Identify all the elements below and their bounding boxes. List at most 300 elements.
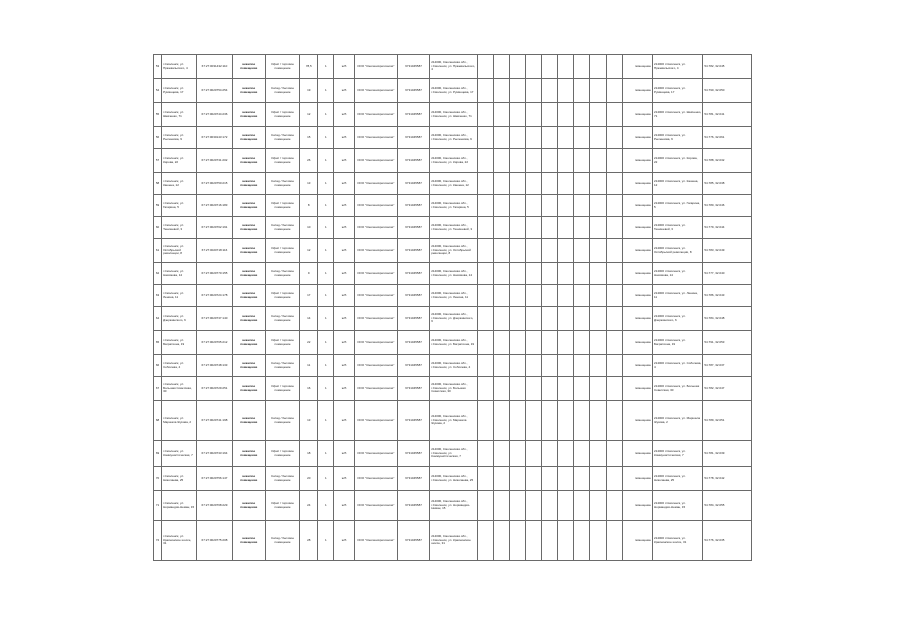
empty-cell <box>477 149 493 173</box>
empty-cell <box>606 103 622 127</box>
object-area: 19 <box>300 79 318 103</box>
empty-cell <box>590 521 606 561</box>
empty-cell <box>542 521 558 561</box>
object-type: Склад / бытовое помещение <box>265 467 299 491</box>
empty-cell <box>525 127 541 149</box>
empty-cell <box>509 217 525 239</box>
empty-cell <box>477 441 493 467</box>
empty-cell <box>558 263 574 285</box>
empty-cell <box>477 173 493 195</box>
floor-count: 1 <box>318 401 334 441</box>
table-row <box>154 521 752 561</box>
empty-cell <box>558 441 574 467</box>
table-row <box>154 377 752 401</box>
empty-cell <box>606 441 622 467</box>
owner-address: 214000, Смоленская обл., г.Смоленск, ул. Ленина, 11 <box>430 285 477 307</box>
row-number: 61 <box>154 239 162 263</box>
owner-address: 214000, Смоленская обл., г.Смоленск, ул. Тенишевой, 3 <box>430 217 477 239</box>
cadastral-number: 67:27:0020770:155 <box>197 263 232 285</box>
object-address: г.Смоленск, ул. Кашена, 12 <box>162 173 197 195</box>
empty-cell <box>574 467 590 491</box>
object-area: 28 <box>300 521 318 561</box>
cadastral-number: 67:27:0020741:198 <box>197 401 232 441</box>
floor-count: 1 <box>318 467 334 491</box>
location-note: 214000 г.Смоленск, ул. Дзержинского, 6 <box>652 307 702 331</box>
floor-count: 1 <box>318 217 334 239</box>
empty-cell <box>590 195 606 217</box>
object-type: Склад / бытовое помещение <box>265 307 299 331</box>
object-address: г.Смоленск, ул. Коммунистическая, 7 <box>162 441 197 467</box>
object-area: 13 <box>300 401 318 441</box>
coordinates: 54.786, 32.043 <box>703 285 752 307</box>
empty-cell <box>477 195 493 217</box>
empty-cell <box>542 467 558 491</box>
coordinates: 54.782, 32.045 <box>703 55 752 79</box>
empty-cell <box>525 467 541 491</box>
object-status: помещение <box>622 401 652 441</box>
object-area: 22 <box>300 331 318 355</box>
owner-name: ООО "Смоленскрегионгаз" <box>354 217 397 239</box>
empty-cell <box>509 127 525 149</box>
empty-cell <box>574 239 590 263</box>
object-purpose: нежилое помещение <box>232 491 265 521</box>
empty-cell <box>477 377 493 401</box>
object-status: помещение <box>622 263 652 285</box>
wall-material: ж/б <box>334 55 354 79</box>
table-row <box>154 441 752 467</box>
owner-inn: 6731045587 <box>397 521 429 561</box>
location-note: 214000 г.Смоленск, ул. Рыленкова, 9 <box>652 127 702 149</box>
object-address: г.Смоленск, ул. Ленина, 11 <box>162 285 197 307</box>
cadastral-number: 67:27:0030143:172 <box>197 127 232 149</box>
floor-count: 1 <box>318 79 334 103</box>
empty-cell <box>606 491 622 521</box>
object-area: 24 <box>300 491 318 521</box>
empty-cell <box>525 307 541 331</box>
wall-material: ж/б <box>334 217 354 239</box>
empty-cell <box>574 377 590 401</box>
owner-inn: 6731045587 <box>397 285 429 307</box>
empty-cell <box>525 79 541 103</box>
empty-cell <box>590 239 606 263</box>
wall-material: ж/б <box>334 103 354 127</box>
empty-cell <box>542 79 558 103</box>
object-area: 17 <box>300 285 318 307</box>
wall-material: ж/б <box>334 491 354 521</box>
row-number: 59 <box>154 195 162 217</box>
empty-cell <box>542 331 558 355</box>
table-row <box>154 217 752 239</box>
empty-cell <box>525 173 541 195</box>
empty-cell <box>542 149 558 173</box>
object-area: 9 <box>300 263 318 285</box>
object-area: 13 <box>300 173 318 195</box>
wall-material: ж/б <box>334 127 354 149</box>
location-note: 214000 г.Смоленск, ул. Багратиона, 19 <box>652 331 702 355</box>
empty-cell <box>493 285 509 307</box>
coordinates: 54.781, 32.039 <box>703 441 752 467</box>
object-area: 10 <box>300 217 318 239</box>
empty-cell <box>493 149 509 173</box>
object-type: Офис / торговое помещение <box>265 331 299 355</box>
coordinates: 54.784, 32.055 <box>703 491 752 521</box>
cadastral-number: 67:27:0020744:236 <box>197 103 232 127</box>
empty-cell <box>590 173 606 195</box>
cadastral-number: 67:27:0020731:202 <box>197 149 232 173</box>
floor-count: 1 <box>318 377 334 401</box>
empty-cell <box>590 307 606 331</box>
empty-cell <box>558 285 574 307</box>
object-status: помещение <box>622 491 652 521</box>
coordinates: 54.788, 32.032 <box>703 149 752 173</box>
empty-cell <box>542 441 558 467</box>
owner-name: ООО "Смоленскрегионгаз" <box>354 521 397 561</box>
owner-inn: 6731045587 <box>397 173 429 195</box>
row-number: 56 <box>154 127 162 149</box>
empty-cell <box>542 127 558 149</box>
empty-cell <box>542 401 558 441</box>
empty-cell <box>509 377 525 401</box>
owner-name: ООО "Смоленскрегионгаз" <box>354 55 397 79</box>
row-number: 72 <box>154 521 162 561</box>
empty-cell <box>606 263 622 285</box>
object-type: Офис / торговое помещение <box>265 377 299 401</box>
floor-count: 1 <box>318 355 334 377</box>
wall-material: ж/б <box>334 79 354 103</box>
object-purpose: нежилое помещение <box>232 467 265 491</box>
owner-inn: 6731045587 <box>397 307 429 331</box>
coordinates: 54.784, 32.048 <box>703 307 752 331</box>
object-area: 11 <box>300 355 318 377</box>
empty-cell <box>606 217 622 239</box>
object-type: Офис / торговое помещение <box>265 195 299 217</box>
location-note: 214000 г.Смоленск, ул. Румянцева, 17 <box>652 79 702 103</box>
object-status: помещение <box>622 441 652 467</box>
empty-cell <box>590 79 606 103</box>
empty-cell <box>477 491 493 521</box>
location-note: 214000 г.Смоленск, ул. Коммунистическая, 7 <box>652 441 702 467</box>
floor-count: 1 <box>318 103 334 127</box>
empty-cell <box>574 195 590 217</box>
empty-cell <box>558 195 574 217</box>
location-note: 214000 г.Смоленск, ул. Шевченко, 71 <box>652 103 702 127</box>
object-area: 12 <box>300 239 318 263</box>
empty-cell <box>477 239 493 263</box>
empty-cell <box>493 239 509 263</box>
location-note: 214000 г.Смоленск, ул. Соболева, 4 <box>652 355 702 377</box>
empty-cell <box>477 55 493 79</box>
empty-cell <box>525 285 541 307</box>
empty-cell <box>590 467 606 491</box>
empty-cell <box>525 331 541 355</box>
floor-count: 1 <box>318 127 334 149</box>
owner-inn: 6731045587 <box>397 195 429 217</box>
empty-cell <box>574 149 590 173</box>
object-status: помещение <box>622 285 652 307</box>
empty-cell <box>542 263 558 285</box>
object-area: 12 <box>300 103 318 127</box>
owner-name: ООО "Смоленскрегионгаз" <box>354 263 397 285</box>
wall-material: ж/б <box>334 239 354 263</box>
owner-inn: 6731045587 <box>397 263 429 285</box>
empty-cell <box>574 55 590 79</box>
object-area: 8 <box>300 195 318 217</box>
empty-cell <box>574 127 590 149</box>
object-type: Офис / торговое помещение <box>265 149 299 173</box>
owner-inn: 6731045587 <box>397 491 429 521</box>
location-note: 214000 г.Смоленск, ул. Кашена, 12 <box>652 173 702 195</box>
owner-inn: 6731045587 <box>397 217 429 239</box>
coordinates: 54.785, 32.038 <box>703 173 752 195</box>
floor-count: 1 <box>318 263 334 285</box>
empty-cell <box>606 195 622 217</box>
row-number: 60 <box>154 217 162 239</box>
table-row <box>154 103 752 127</box>
empty-cell <box>542 173 558 195</box>
empty-cell <box>574 263 590 285</box>
cadastral-number: 67:27:0020716:183 <box>197 195 232 217</box>
registry-table <box>153 54 752 561</box>
empty-cell <box>542 285 558 307</box>
location-note: 214000 г.Смоленск, ул. Октябрьской революции, 8 <box>652 239 702 263</box>
owner-inn: 6731045587 <box>397 355 429 377</box>
object-address: г.Смоленск, ул. Пржевальского, 4 <box>162 55 197 79</box>
owner-inn: 6731045587 <box>397 239 429 263</box>
empty-cell <box>509 285 525 307</box>
row-number: 71 <box>154 491 162 521</box>
floor-count: 1 <box>318 149 334 173</box>
object-area: 18 <box>300 441 318 467</box>
empty-cell <box>509 441 525 467</box>
coordinates: 54.791, 32.053 <box>703 331 752 355</box>
owner-name: ООО "Смоленскрегионгаз" <box>354 239 397 263</box>
object-purpose: нежилое помещение <box>232 195 265 217</box>
empty-cell <box>493 521 509 561</box>
owner-name: ООО "Смоленскрегионгаз" <box>354 285 397 307</box>
empty-cell <box>509 173 525 195</box>
object-status: помещение <box>622 103 652 127</box>
cadastral-number: 67:27:0020733:164 <box>197 441 232 467</box>
empty-cell <box>477 263 493 285</box>
owner-address: 214000, Смоленская обл., г.Смоленск, ул. Большая Советская, 30 <box>430 377 477 401</box>
object-status: помещение <box>622 127 652 149</box>
empty-cell <box>558 521 574 561</box>
object-address: г.Смоленск, ул. Соболева, 4 <box>162 355 197 377</box>
coordinates: 54.787, 32.037 <box>703 355 752 377</box>
owner-inn: 6731045587 <box>397 127 429 149</box>
empty-cell <box>509 467 525 491</box>
owner-address: 214000, Смоленская обл., г.Смоленск, ул. Рыленкова, 9 <box>430 127 477 149</box>
wall-material: ж/б <box>334 307 354 331</box>
coordinates: 54.776, 32.061 <box>703 127 752 149</box>
empty-cell <box>542 491 558 521</box>
empty-cell <box>525 521 541 561</box>
empty-cell <box>493 55 509 79</box>
empty-cell <box>606 401 622 441</box>
empty-cell <box>525 55 541 79</box>
table-row <box>154 307 752 331</box>
floor-count: 1 <box>318 441 334 467</box>
empty-cell <box>477 355 493 377</box>
empty-cell <box>558 239 574 263</box>
object-type: Офис / торговое помещение <box>265 441 299 467</box>
empty-cell <box>558 377 574 401</box>
empty-cell <box>493 103 509 127</box>
object-address: г.Смоленск, ул. Шевченко, 71 <box>162 103 197 127</box>
table-row <box>154 239 752 263</box>
object-status: помещение <box>622 79 652 103</box>
empty-cell <box>558 355 574 377</box>
object-purpose: нежилое помещение <box>232 377 265 401</box>
object-type: Офис / торговое помещение <box>265 55 299 79</box>
empty-cell <box>509 55 525 79</box>
empty-cell <box>558 79 574 103</box>
cadastral-number: 67:27:0020754:254 <box>197 79 232 103</box>
object-address: г.Смоленск, ул. Нахимова, 14 <box>162 263 197 285</box>
empty-cell <box>558 103 574 127</box>
owner-name: ООО "Смоленскрегионгаз" <box>354 467 397 491</box>
wall-material: ж/б <box>334 285 354 307</box>
object-purpose: нежилое помещение <box>232 127 265 149</box>
owner-inn: 6731045587 <box>397 149 429 173</box>
object-address: г.Смоленск, ул. Рыленкова, 9 <box>162 127 197 149</box>
object-address: г.Смоленск, ул. Багратиона, 19 <box>162 331 197 355</box>
table-body <box>154 55 752 561</box>
empty-cell <box>590 441 606 467</box>
object-status: помещение <box>622 239 652 263</box>
location-note: 214000 г.Смоленск, ул. Маршала Жукова, 2 <box>652 401 702 441</box>
owner-address: 214000, Смоленская обл., г.Смоленск, ул. Кирова, 22 <box>430 149 477 173</box>
object-address: г.Смоленск, ул. Октябрьской революции, 8 <box>162 239 197 263</box>
object-type: Склад / бытовое помещение <box>265 521 299 561</box>
object-type: Офис / торговое помещение <box>265 239 299 263</box>
object-address: г.Смоленск, ул. Николаева, 25 <box>162 467 197 491</box>
row-number: 62 <box>154 263 162 285</box>
empty-cell <box>558 307 574 331</box>
cadastral-number: 67:27:0031432:110 <box>197 55 232 79</box>
empty-cell <box>606 467 622 491</box>
wall-material: ж/б <box>334 263 354 285</box>
floor-count: 1 <box>318 195 334 217</box>
row-number: 70 <box>154 467 162 491</box>
owner-name: ООО "Смоленскрегионгаз" <box>354 377 397 401</box>
owner-address: 214000, Смоленская обл., г.Смоленск, ул. Багратиона, 19 <box>430 331 477 355</box>
floor-count: 1 <box>318 173 334 195</box>
object-purpose: нежилое помещение <box>232 307 265 331</box>
location-note: 214000 г.Смоленск, ул. Кирова, 22 <box>652 149 702 173</box>
table-row <box>154 127 752 149</box>
row-number: 55 <box>154 103 162 127</box>
empty-cell <box>574 173 590 195</box>
location-note: 214000 г.Смоленск, ул. Нахимова, 14 <box>652 263 702 285</box>
empty-cell <box>509 263 525 285</box>
empty-cell <box>574 217 590 239</box>
empty-cell <box>558 149 574 173</box>
row-number: 54 <box>154 79 162 103</box>
table-row <box>154 491 752 521</box>
object-purpose: нежилое помещение <box>232 79 265 103</box>
empty-cell <box>509 195 525 217</box>
empty-cell <box>525 441 541 467</box>
cadastral-number: 67:27:0020768:229 <box>197 491 232 521</box>
cadastral-number: 67:27:0020765:212 <box>197 331 232 355</box>
object-area: 20 <box>300 467 318 491</box>
location-note: 214000 г.Смоленск, ул. Николаева, 25 <box>652 467 702 491</box>
owner-name: ООО "Смоленскрегионгаз" <box>354 79 397 103</box>
object-purpose: нежилое помещение <box>232 401 265 441</box>
object-status: помещение <box>622 307 652 331</box>
empty-cell <box>590 103 606 127</box>
owner-inn: 6731045587 <box>397 55 429 79</box>
owner-address: 214000, Смоленская обл., г.Смоленск, ул. Дзержинского, 6 <box>430 307 477 331</box>
owner-address: 214000, Смоленская обл., г.Смоленск, ул. Краснинское шоссе, 31 <box>430 521 477 561</box>
empty-cell <box>606 331 622 355</box>
empty-cell <box>493 263 509 285</box>
empty-cell <box>606 173 622 195</box>
empty-cell <box>477 401 493 441</box>
cadastral-number: 67:27:0020775:208 <box>197 521 232 561</box>
object-type: Склад / бытовое помещение <box>265 217 299 239</box>
owner-address: 214000, Смоленская обл., г.Смоленск, ул. Шевченко, 71 <box>430 103 477 127</box>
empty-cell <box>509 491 525 521</box>
cadastral-number: 67:27:0020762:191 <box>197 217 232 239</box>
empty-cell <box>558 127 574 149</box>
empty-cell <box>606 285 622 307</box>
owner-name: ООО "Смоленскрегионгаз" <box>354 149 397 173</box>
owner-name: ООО "Смоленскрегионгаз" <box>354 307 397 331</box>
empty-cell <box>493 355 509 377</box>
coordinates: 54.781, 32.041 <box>703 103 752 127</box>
empty-cell <box>574 79 590 103</box>
wall-material: ж/б <box>334 377 354 401</box>
cadastral-number: 67:27:0020724:178 <box>197 285 232 307</box>
empty-cell <box>590 127 606 149</box>
coordinates: 54.789, 32.051 <box>703 401 752 441</box>
empty-cell <box>525 195 541 217</box>
coordinates: 54.777, 32.040 <box>703 263 752 285</box>
owner-inn: 6731045587 <box>397 401 429 441</box>
table-row <box>154 263 752 285</box>
object-status: помещение <box>622 55 652 79</box>
empty-cell <box>542 355 558 377</box>
empty-cell <box>477 307 493 331</box>
object-status: помещение <box>622 217 652 239</box>
object-address: г.Смоленск, ул. Румянцева, 17 <box>162 79 197 103</box>
location-note: 214000 г.Смоленск, ул. Гагарина, 5 <box>652 195 702 217</box>
owner-address: 214000, Смоленская обл., г.Смоленск, ул. Нормандия-Неман, 15 <box>430 491 477 521</box>
location-note: 214000 г.Смоленск, ул. Тенишевой, 3 <box>652 217 702 239</box>
empty-cell <box>525 355 541 377</box>
empty-cell <box>493 173 509 195</box>
object-status: помещение <box>622 521 652 561</box>
empty-cell <box>606 127 622 149</box>
object-address: г.Смоленск, ул. Большая Советская, 30 <box>162 377 197 401</box>
floor-count: 1 <box>318 491 334 521</box>
owner-address: 214000, Смоленская обл., г.Смоленск, ул. Кашена, 12 <box>430 173 477 195</box>
object-type: Склад / бытовое помещение <box>265 263 299 285</box>
owner-address: 214000, Смоленская обл., г.Смоленск, ул. Николаева, 25 <box>430 467 477 491</box>
empty-cell <box>509 307 525 331</box>
object-status: помещение <box>622 173 652 195</box>
empty-cell <box>477 103 493 127</box>
wall-material: ж/б <box>334 173 354 195</box>
table-row <box>154 401 752 441</box>
object-purpose: нежилое помещение <box>232 173 265 195</box>
owner-address: 214000, Смоленская обл., г.Смоленск, ул. Маршала Жукова, 2 <box>430 401 477 441</box>
empty-cell <box>590 355 606 377</box>
row-number: 64 <box>154 307 162 331</box>
empty-cell <box>558 491 574 521</box>
